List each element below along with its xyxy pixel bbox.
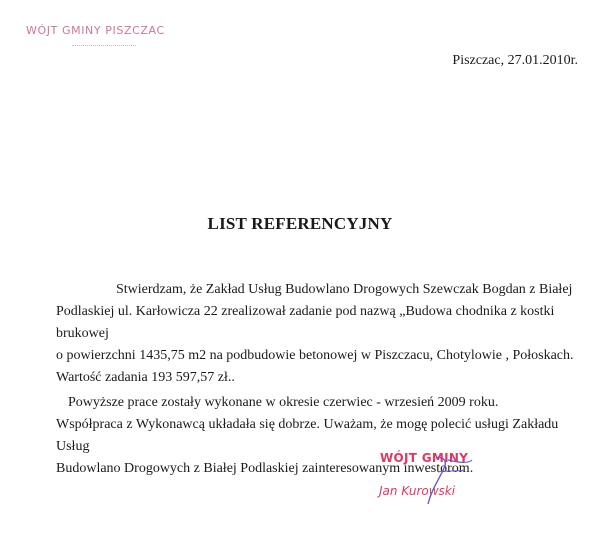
body-line: Współpraca z Wykonawcą układała się dobrze. Uważam, że mogę polecić usługi Zakładu Usług [56, 417, 559, 454]
letter-date: Piszczac, 27.01.2010r. [452, 53, 578, 68]
header-stamp-line [72, 45, 136, 46]
handwritten-signature [398, 452, 488, 512]
header-stamp: WÓJT GMINY PISZCZAC [26, 24, 165, 37]
body-line: Wartość zadania 193 597,57 zł.. [56, 370, 235, 385]
signature-stamp-title: WÓJT GMINY [380, 451, 469, 465]
letter-body [56, 279, 578, 480]
body-line: Podlaskiej ul. Karłowicza 22 zrealizował zadanie pod nazwą „Budowa chodnika z kostki brukowej [56, 304, 555, 341]
body-line: Stwierdzam, że Zakład Usług Budowlano Drogowych Szewczak Bogdan z Białej [116, 282, 573, 297]
letter-title: LIST REFERENCYJNY [207, 214, 393, 233]
body-line: Budowlano Drogowych z Białej Podlaskiej zainteresowanym inwestorom. [56, 461, 474, 476]
body-line: Powyższe prace zostały wykonane w okresie czerwiec - wrzesień 2009 roku. [68, 395, 499, 410]
signature-stamp-name: Jan Kurowski [379, 484, 456, 498]
body-line: o powierzchni 1435,75 m2 na podbudowie betonowej w Piszczacu, Chotylowie , Połoskach. [56, 348, 574, 363]
